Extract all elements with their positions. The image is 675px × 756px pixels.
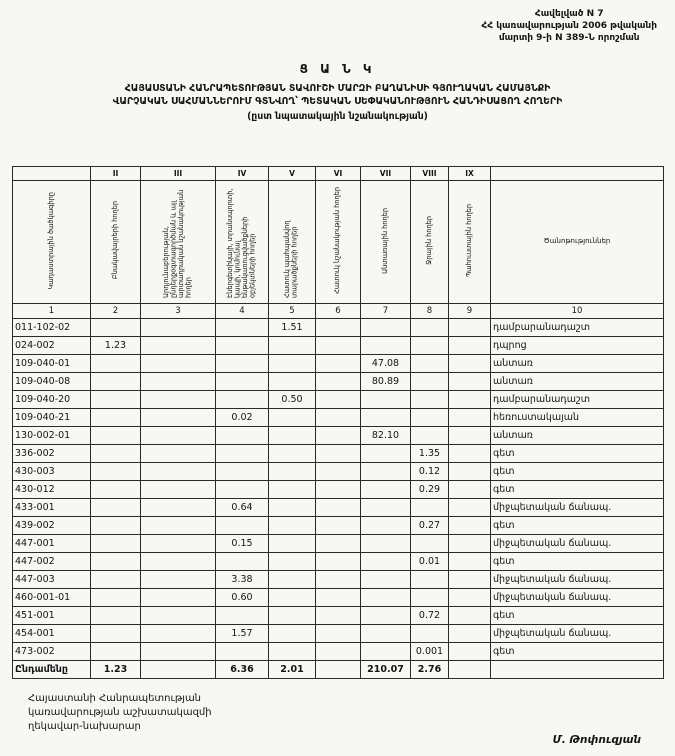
value-cell [216,607,269,625]
value-cell [449,427,491,445]
value-cell: 0.27 [411,517,449,535]
value-cell [216,463,269,481]
column-number-cell: 7 [361,304,411,319]
value-cell [91,535,141,553]
value-cell [269,355,316,373]
value-cell [361,319,411,337]
value-cell [91,481,141,499]
value-cell [141,553,216,571]
value-cell: 1.23 [91,661,141,679]
code-cell: 460-001-01 [13,589,91,607]
value-cell [411,391,449,409]
value-cell [316,319,361,337]
code-cell: 454-001 [13,625,91,643]
table-row [13,181,664,304]
value-cell [449,355,491,373]
value-cell [411,625,449,643]
code-cell: 130-002-01 [13,427,91,445]
value-cell [141,661,216,679]
title-line-1: ՀԱՅԱՍՏԱՆԻ ՀԱՆՐԱՊԵՏՈՒԹՅԱՆ ՏԱՎՈՒՇԻ ՄԱՐԶԻ ԲԱՂԱՆԻՍԻ ԳՅՈՒՂԱԿԱՆ ՀԱՄԱՅՆՔԻ [124,83,551,94]
value-cell [141,499,216,517]
table-row [13,499,664,517]
value-cell [411,589,449,607]
value-cell: 0.12 [411,463,449,481]
value-cell [449,319,491,337]
value-cell: 0.64 [216,499,269,517]
column-header-label: Հատուկ նշանակության հողեր [333,187,342,294]
column-number-cell: 6 [316,304,361,319]
table-row [13,167,664,181]
value-cell [91,589,141,607]
value-cell [141,607,216,625]
value-cell [316,661,361,679]
column-header-cell [361,181,411,304]
value-cell [216,445,269,463]
value-cell [141,427,216,445]
table-row [13,571,664,589]
value-cell [91,607,141,625]
table-row [13,304,664,319]
value-cell [316,553,361,571]
value-cell [269,463,316,481]
table-row [13,643,664,661]
value-cell: 1.35 [411,445,449,463]
value-cell [361,571,411,589]
value-cell [449,373,491,391]
value-cell [141,445,216,463]
value-cell [91,553,141,571]
table-row [13,535,664,553]
value-cell [141,355,216,373]
column-number-cell: 3 [141,304,216,319]
value-cell [269,481,316,499]
value-cell [141,643,216,661]
value-cell [361,553,411,571]
code-cell: 430-012 [13,481,91,499]
value-cell [269,517,316,535]
value-cell [449,391,491,409]
roman-numeral-cell [491,167,664,181]
value-cell [361,463,411,481]
column-header-cell [449,181,491,304]
value-cell [269,607,316,625]
value-cell [269,553,316,571]
value-cell [449,535,491,553]
note-cell: գետ [491,463,664,481]
value-cell: 0.02 [216,409,269,427]
value-cell [316,607,361,625]
value-cell [141,337,216,355]
value-cell [449,481,491,499]
annex-reference-block [481,8,657,44]
note-cell: հեռուստակայան [491,409,664,427]
value-cell [316,391,361,409]
column-header-label: Կադաստրային ծածկագիրը [46,191,55,290]
value-cell [411,373,449,391]
value-cell: 82.10 [361,427,411,445]
document-caption: Ց Ա Ն Կ [299,62,376,76]
roman-numeral-cell: II [91,167,141,181]
value-cell [91,373,141,391]
column-header-cell [269,181,316,304]
land-table-head [13,167,664,319]
value-cell [269,571,316,589]
table-row [13,517,664,535]
land-table [12,166,664,679]
value-cell [216,427,269,445]
code-cell: 439-002 [13,517,91,535]
value-cell [216,337,269,355]
code-cell: 473-002 [13,643,91,661]
value-cell [411,499,449,517]
value-cell [316,535,361,553]
note-cell: միջպետական ճանապ. [491,571,664,589]
value-cell: 210.07 [361,661,411,679]
value-cell: 0.01 [411,553,449,571]
value-cell [449,409,491,427]
value-cell [91,625,141,643]
note-cell [491,661,664,679]
roman-numeral-cell [13,167,91,181]
land-table-body [13,319,664,679]
code-cell: 451-001 [13,607,91,625]
value-cell [361,481,411,499]
value-cell [269,445,316,463]
note-cell: միջպետական ճանապ. [491,499,664,517]
value-cell [91,409,141,427]
roman-numeral-cell: IX [449,167,491,181]
value-cell [411,535,449,553]
note-cell: անտառ [491,355,664,373]
value-cell [361,625,411,643]
value-cell [216,517,269,535]
title-line-2: ՎԱՐՉԱԿԱՆ ՍԱՀՄԱՆՆԵՐՈՒՄ ԳՏՆՎՈՂ՝ ՊԵՏԱԿԱՆ ՍԵՓԱԿԱՆՈՒԹՅՈՒՆ ՀԱՆԴԻՍԱՑՈՂ ՀՈՂԵՐԻ [112,96,563,108]
value-cell [411,571,449,589]
note-cell: միջպետական ճանապ. [491,535,664,553]
code-cell: 447-003 [13,571,91,589]
title-line-3: (ըստ նպատակային նշանակության) [247,110,428,122]
code-cell: 447-001 [13,535,91,553]
value-cell: 2.76 [411,661,449,679]
column-number-cell: 10 [491,304,664,319]
value-cell [141,409,216,427]
value-cell [141,373,216,391]
column-header-cell [411,181,449,304]
code-cell: 447-002 [13,553,91,571]
value-cell: 1.23 [91,337,141,355]
value-cell [316,409,361,427]
value-cell [269,409,316,427]
value-cell [361,607,411,625]
value-cell [91,517,141,535]
note-cell: դամբարանադաշտ [491,319,664,337]
note-cell: գետ [491,643,664,661]
roman-numeral-cell: IV [216,167,269,181]
value-cell [91,427,141,445]
value-cell [449,589,491,607]
column-header-label: Անտառային հողեր [380,207,389,274]
value-cell [141,625,216,643]
value-cell [449,553,491,571]
value-cell [316,517,361,535]
column-number-cell: 8 [411,304,449,319]
value-cell [141,391,216,409]
value-cell [361,535,411,553]
value-cell [361,445,411,463]
table-row [13,427,664,445]
note-cell: գետ [491,517,664,535]
table-row [13,661,664,679]
signature-left-block [28,692,212,734]
value-cell [216,319,269,337]
value-cell [316,427,361,445]
value-cell [269,499,316,517]
note-cell: դպրոց [491,337,664,355]
table-row [13,445,664,463]
annex-number: Հավելված N 7 [534,9,604,19]
value-cell [269,625,316,643]
value-cell [91,355,141,373]
column-header-cell [216,181,269,304]
signature-org-line-1: Հայաստանի Հանրապետության [28,693,202,704]
value-cell [361,337,411,355]
value-cell: 0.001 [411,643,449,661]
value-cell [316,499,361,517]
code-cell: Ընդամենը [13,661,91,679]
value-cell [411,355,449,373]
document-title-block [0,62,675,122]
value-cell [141,463,216,481]
column-header-cell [316,181,361,304]
value-cell [269,427,316,445]
table-row [13,355,664,373]
value-cell [269,643,316,661]
value-cell [411,409,449,427]
value-cell [141,517,216,535]
note-cell: միջպետական ճանապ. [491,589,664,607]
value-cell [216,391,269,409]
table-row [13,481,664,499]
value-cell [216,373,269,391]
value-cell [216,481,269,499]
table-row [13,409,664,427]
value-cell [449,571,491,589]
value-cell [216,553,269,571]
note-cell: գետ [491,481,664,499]
column-header-cell [141,181,216,304]
column-number-cell: 9 [449,304,491,319]
code-cell: 109-040-08 [13,373,91,391]
value-cell [449,607,491,625]
value-cell [449,625,491,643]
value-cell [361,517,411,535]
value-cell [361,643,411,661]
value-cell [316,337,361,355]
column-header-cell [91,181,141,304]
value-cell [91,319,141,337]
note-cell: անտառ [491,373,664,391]
signatory-name: Մ. Թոփուզյան [552,734,641,746]
signature-title-line: ղեկավար-նախարար [28,721,141,732]
value-cell [316,373,361,391]
table-row [13,625,664,643]
value-cell: 1.51 [269,319,316,337]
value-cell [449,337,491,355]
note-cell: գետ [491,553,664,571]
code-cell: 433-001 [13,499,91,517]
value-cell [91,643,141,661]
note-cell: գետ [491,445,664,463]
table-row [13,607,664,625]
code-cell: 109-040-01 [13,355,91,373]
column-header-label: Ծանոթություններ [543,237,611,246]
value-cell [141,481,216,499]
roman-numeral-cell: VIII [411,167,449,181]
value-cell [316,445,361,463]
value-cell: 3.38 [216,571,269,589]
value-cell [141,589,216,607]
code-cell: 011-102-02 [13,319,91,337]
value-cell [269,373,316,391]
table-row [13,391,664,409]
code-cell: 430-003 [13,463,91,481]
column-header-cell [13,181,91,304]
code-cell: 024-002 [13,337,91,355]
column-header-label: Ջրային հողեր [424,216,433,265]
annex-government-line: ՀՀ կառավարության 2006 թվականի [481,21,657,32]
column-header-label: Հատուկ պահպանվող տարածքների հողեր [283,220,299,298]
table-row [13,553,664,571]
note-cell: միջպետական ճանապ. [491,625,664,643]
value-cell [91,463,141,481]
value-cell [141,571,216,589]
table-row [13,463,664,481]
value-cell: 0.29 [411,481,449,499]
value-cell [269,589,316,607]
note-cell: անտառ [491,427,664,445]
code-cell: 109-040-21 [13,409,91,427]
value-cell [411,427,449,445]
value-cell: 47.08 [361,355,411,373]
value-cell: 80.89 [361,373,411,391]
value-cell [316,589,361,607]
value-cell [449,661,491,679]
value-cell [269,535,316,553]
value-cell: 0.15 [216,535,269,553]
value-cell [361,409,411,427]
value-cell: 2.01 [269,661,316,679]
value-cell [91,391,141,409]
value-cell [316,625,361,643]
column-header-label: Բնակավայրերի հողեր [110,201,119,280]
value-cell [449,445,491,463]
table-row [13,589,664,607]
note-cell: գետ [491,607,664,625]
value-cell [449,499,491,517]
value-cell [316,571,361,589]
value-cell: 1.57 [216,625,269,643]
annex-decree-line: մարտի 9-ի N 389-Ն որոշման [498,33,640,44]
value-cell [449,643,491,661]
value-cell [411,337,449,355]
column-number-cell: 4 [216,304,269,319]
value-cell [316,643,361,661]
table-row [13,337,664,355]
value-cell [316,355,361,373]
value-cell [141,319,216,337]
column-number-cell: 2 [91,304,141,319]
signature-org-line-2: կառավարության աշխատակազմի [28,707,212,718]
column-header-label: Պահուստային հողեր [464,203,473,278]
column-number-cell: 1 [13,304,91,319]
roman-numeral-cell: V [269,167,316,181]
value-cell [216,355,269,373]
column-number-cell: 5 [269,304,316,319]
value-cell [361,391,411,409]
value-cell [316,481,361,499]
value-cell [216,643,269,661]
column-header-label: Արդյունաբերության, ընդերքօգտագործման և այլ արտադրական նշանակության հողեր [161,189,193,298]
value-cell: 6.36 [216,661,269,679]
code-cell: 109-040-20 [13,391,91,409]
value-cell [449,517,491,535]
value-cell [91,499,141,517]
value-cell [91,445,141,463]
table-row [13,373,664,391]
value-cell: 0.50 [269,391,316,409]
value-cell [361,589,411,607]
code-cell: 336-002 [13,445,91,463]
value-cell [411,319,449,337]
roman-numeral-cell: VI [316,167,361,181]
column-header-label: Էներգետիկայի, տրանսպորտի, կապի, կոմունալ ենթակառուցվածքների օբյեկտների հողեր [225,188,257,298]
value-cell [269,337,316,355]
value-cell [316,463,361,481]
column-header-cell [491,181,664,304]
table-row [13,319,664,337]
value-cell [91,571,141,589]
value-cell: 0.72 [411,607,449,625]
value-cell: 0.60 [216,589,269,607]
roman-numeral-cell: VII [361,167,411,181]
value-cell [449,463,491,481]
value-cell [361,499,411,517]
value-cell [141,535,216,553]
note-cell: դամբարանադաշտ [491,391,664,409]
roman-numeral-cell: III [141,167,216,181]
